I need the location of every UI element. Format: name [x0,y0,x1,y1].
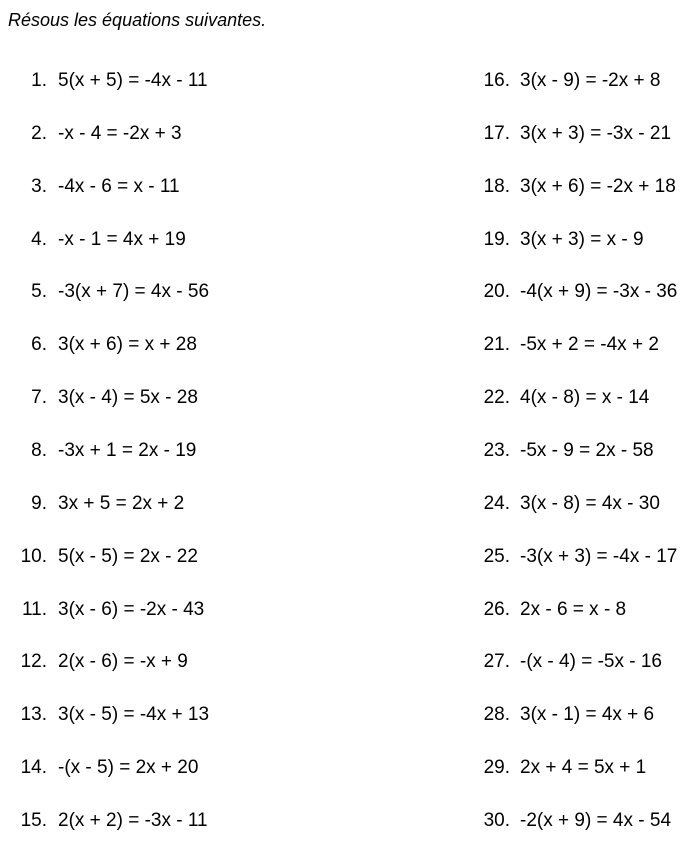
equation-item [470,122,700,175]
equation-item [470,386,700,439]
equation-item [0,280,470,333]
equation-text: -5x + 2 = -4x + 2 [520,334,659,356]
equation-text: -3(x + 7) = 4x - 56 [58,281,210,303]
equation-number: 4. [31,228,47,250]
equation-text: -4x - 6 = x - 11 [58,175,180,197]
equation-item [0,69,470,122]
equation-number: 21. [483,334,510,356]
equation-number: 17. [483,122,510,144]
equation-item [0,756,470,809]
equation-number: 11. [21,598,47,620]
equation-text: 3(x + 6) = x + 28 [58,334,197,356]
equation-number: 26. [483,598,510,620]
equation-item [470,69,700,122]
equation-number: 20. [483,281,510,303]
equation-text: 3(x - 6) = -2x - 43 [58,598,205,620]
equation-text: -x - 1 = 4x + 19 [58,228,186,250]
equation-item [470,598,700,651]
equation-text: 5(x + 5) = -4x - 11 [58,70,208,91]
equation-item [0,333,470,386]
equation-number: 12. [20,651,47,673]
equation-item [470,703,700,756]
equation-text: 3(x - 9) = -2x + 8 [520,70,661,91]
equation-number: 25. [483,545,510,567]
equation-item [470,545,700,598]
equation-number: 2. [31,122,47,144]
equation-number: 29. [483,757,510,779]
equation-item [0,703,470,756]
equation-text: -4(x + 9) = -3x - 36 [520,281,678,303]
equation-text: 3(x + 3) = -3x - 21 [520,122,672,144]
equation-number: 14. [20,757,47,779]
equation-number: 15. [20,810,47,832]
worksheet-title: Résous les équations suivantes. [8,10,267,30]
equation-text: -2(x + 9) = 4x - 54 [520,810,672,832]
equation-number: 5. [31,281,47,303]
equation-item [470,175,700,228]
equation-number: 24. [483,492,510,514]
equation-item [0,650,470,703]
equation-text: 3(x - 5) = -4x + 13 [58,704,210,726]
equation-number: 13. [20,704,47,726]
equation-item [0,809,470,862]
equation-number: 23. [483,440,510,462]
equation-item [470,756,700,809]
equation-text: 3(x - 8) = 4x - 30 [520,492,660,514]
equation-text: 2x + 4 = 5x + 1 [520,757,647,779]
equation-number: 3. [31,175,47,197]
equation-item [470,333,700,386]
equation-text: 4(x - 8) = x - 14 [520,387,650,409]
equations-column-right [470,69,700,862]
equation-text: -x - 4 = -2x + 3 [58,122,182,144]
equations-column-left [0,69,470,862]
equation-text: -(x - 5) = 2x + 20 [58,757,199,779]
equation-number: 19. [483,228,510,250]
equation-text: 3(x + 3) = x - 9 [520,228,644,250]
equation-item [0,545,470,598]
equation-text: 3x + 5 = 2x + 2 [58,492,185,514]
equation-number: 6. [31,334,47,356]
equation-number: 18. [483,175,510,197]
equation-text: 2x - 6 = x - 8 [520,598,627,620]
equation-number: 28. [483,704,510,726]
equation-text: 5(x - 5) = 2x - 22 [58,545,198,567]
equation-item [470,280,700,333]
equation-item [470,809,700,862]
equation-text: 3(x - 4) = 5x - 28 [58,387,198,409]
equation-item [470,492,700,545]
equation-number: 1. [31,70,47,91]
equation-text: -3x + 1 = 2x - 19 [58,440,197,462]
equation-number: 22. [483,387,510,409]
equation-text: -(x - 4) = -5x - 16 [520,651,662,673]
equation-item [470,228,700,281]
equation-item [0,228,470,281]
equation-item [0,386,470,439]
equation-number: 10. [20,545,47,567]
equation-item [470,650,700,703]
equation-number: 16. [483,70,510,91]
equation-text: 3(x + 6) = -2x + 18 [520,175,676,197]
equation-item [470,439,700,492]
equation-number: 30. [483,810,510,832]
equation-text: -3(x + 3) = -4x - 17 [520,545,678,567]
equation-item [0,492,470,545]
equation-text: 2(x - 6) = -x + 9 [58,651,188,673]
equation-item [0,175,470,228]
equation-item [0,122,470,175]
equation-number: 7. [31,387,47,409]
equation-item [0,598,470,651]
equation-text: 3(x - 1) = 4x + 6 [520,704,655,726]
equation-item [0,439,470,492]
equation-text: 2(x + 2) = -3x - 11 [58,810,208,832]
equation-text: -5x - 9 = 2x - 58 [520,440,654,462]
equation-number: 8. [31,440,47,462]
equation-number: 27. [483,651,510,673]
equation-number: 9. [31,492,47,514]
